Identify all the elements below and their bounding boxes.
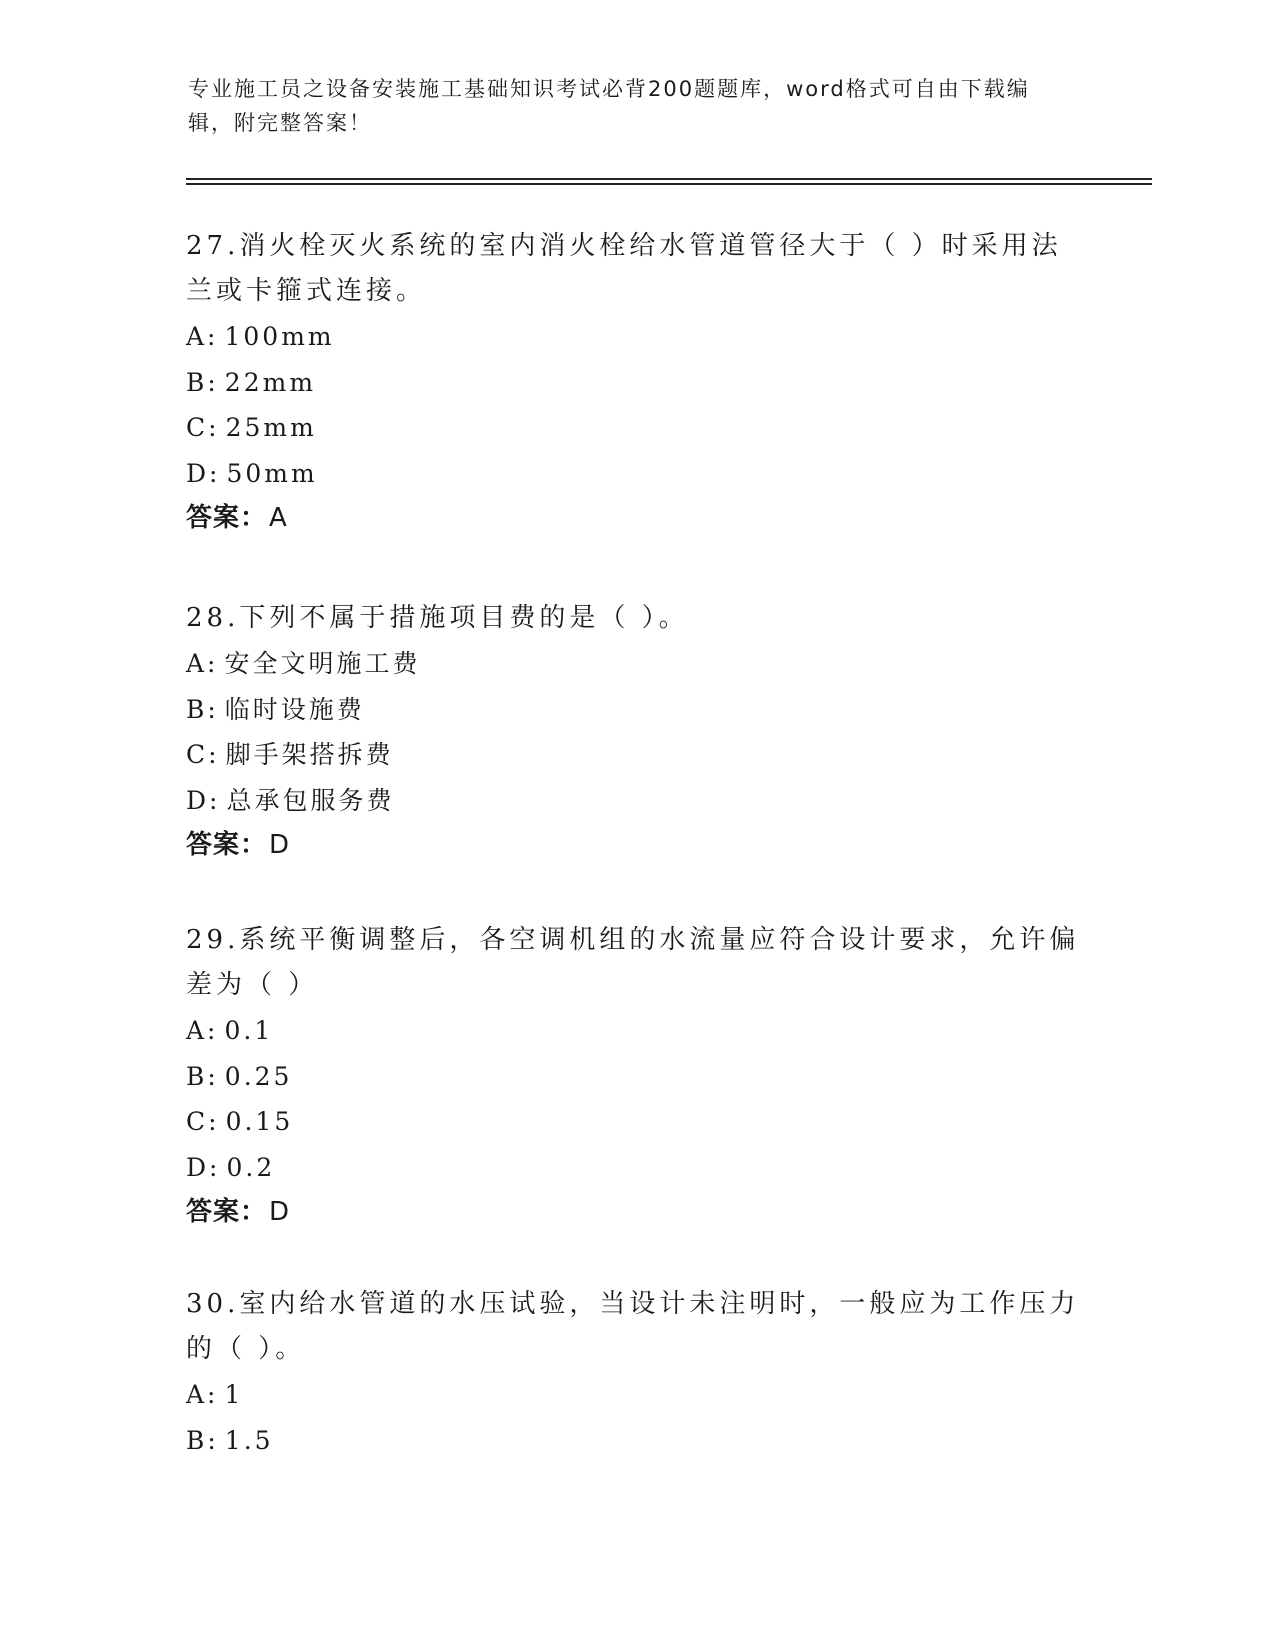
option-d <box>186 778 1086 824</box>
option-value: 0.15 <box>225 1107 294 1136</box>
option-label: C: <box>186 413 220 442</box>
option-label: A: <box>186 322 219 351</box>
option-value: 50mm <box>226 458 318 488</box>
question-30 <box>186 1282 1086 1463</box>
answer-label: 答案： <box>186 503 268 533</box>
option-b <box>186 360 1086 406</box>
option-a <box>186 1008 1086 1054</box>
option-c <box>186 405 1086 451</box>
option-b <box>186 1418 1086 1464</box>
option-label: D: <box>186 458 221 488</box>
option-a <box>186 1372 1086 1418</box>
option-value: 脚手架搭拆费 <box>225 740 394 769</box>
answer-value: D <box>269 1197 291 1227</box>
option-value: 1 <box>224 1380 244 1409</box>
option-d <box>186 451 1086 497</box>
question-text: 29.系统平衡调整后，各空调机组的水流量应符合设计要求，允许偏差为（ ） <box>186 925 1080 1000</box>
option-label: B: <box>186 694 219 724</box>
question-28 <box>186 596 1086 868</box>
question-text: 30.室内给水管道的水压试验，当设计未注明时，一般应为工作压力的（ ）。 <box>186 1289 1080 1364</box>
option-label: B: <box>186 1061 219 1091</box>
question-27 <box>186 224 1086 541</box>
option-value: 安全文明施工费 <box>224 649 421 678</box>
option-b <box>186 1054 1086 1100</box>
option-label: D: <box>186 1152 221 1182</box>
answer-label: 答案： <box>186 830 268 860</box>
option-value: 25mm <box>225 413 317 442</box>
option-value: 临时设施费 <box>224 694 365 724</box>
option-value: 总承包服务费 <box>226 785 395 815</box>
option-value: 0.2 <box>226 1152 276 1182</box>
question-text: 28.下列不属于措施项目费的是（ ）。 <box>186 603 689 633</box>
document-title: 专业施工员之设备安装施工基础知识考试必背200题题库，word格式可自由下载编辑，附完整答案！ <box>188 77 1030 135</box>
answer-label: 答案： <box>186 1197 268 1227</box>
option-label: B: <box>186 367 219 397</box>
option-d <box>186 1145 1086 1191</box>
header-divider-bottom <box>186 183 1152 185</box>
header-divider-top <box>186 178 1152 180</box>
option-b <box>186 687 1086 733</box>
option-label: A: <box>186 649 219 678</box>
option-label: D: <box>186 785 221 815</box>
document-header <box>188 72 1068 140</box>
question-29 <box>186 918 1086 1235</box>
option-label: C: <box>186 1107 220 1136</box>
option-value: 100mm <box>224 322 335 351</box>
option-c <box>186 732 1086 778</box>
option-a <box>186 314 1086 360</box>
question-text: 27.消火栓灭火系统的室内消火栓给水管道管径大于（ ）时采用法兰或卡箍式连接。 <box>186 231 1062 306</box>
option-label: A: <box>186 1016 219 1045</box>
option-label: B: <box>186 1425 219 1455</box>
option-value: 22mm <box>224 367 317 397</box>
option-label: C: <box>186 740 220 769</box>
answer-line <box>186 496 1086 541</box>
option-label: A: <box>186 1380 219 1409</box>
option-value: 0.25 <box>224 1061 293 1091</box>
option-value: 0.1 <box>224 1016 274 1045</box>
option-value: 1.5 <box>224 1425 274 1455</box>
answer-line <box>186 1190 1086 1235</box>
answer-value: A <box>269 503 288 533</box>
answer-value: D <box>269 830 291 860</box>
option-a <box>186 641 1086 687</box>
answer-line <box>186 823 1086 868</box>
option-c <box>186 1099 1086 1145</box>
